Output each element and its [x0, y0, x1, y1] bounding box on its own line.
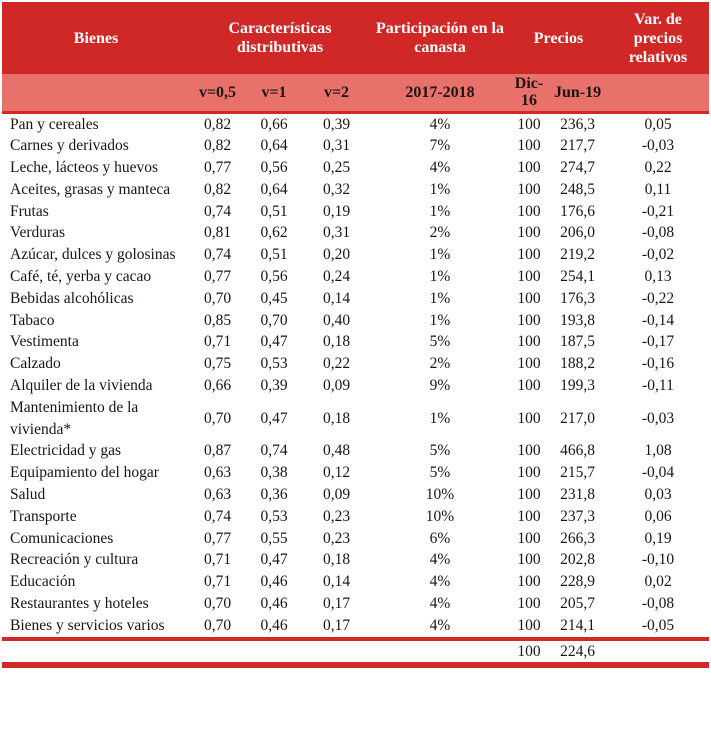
- value-cell: 202,8: [560, 551, 595, 569]
- value-cell: 0,77: [203, 529, 232, 547]
- value-cell: 0,71: [203, 333, 232, 351]
- subheader-dic16: Dic-16: [510, 74, 548, 112]
- bien-name-cell: Salud: [10, 486, 46, 504]
- value-cell: 0,71: [203, 573, 232, 591]
- table-row: [2, 593, 709, 615]
- price-table: [2, 2, 709, 668]
- value-cell: 219,2: [560, 246, 595, 264]
- value-cell: 237,3: [560, 507, 595, 525]
- value-cell: 100: [517, 311, 541, 329]
- subheader-v05: v=0,5: [190, 74, 245, 112]
- table-row: [2, 244, 709, 266]
- value-cell: 5%: [429, 464, 451, 482]
- value-cell: 4%: [429, 595, 451, 613]
- value-cell: 0,66: [203, 377, 232, 395]
- total-empty-bienes: [2, 639, 190, 666]
- value-cell: 0,74: [203, 507, 232, 525]
- value-cell: -0,05: [641, 616, 675, 634]
- value-cell: 100: [517, 224, 541, 242]
- header-caracteristicas-distributivas: Características distributivas: [190, 2, 370, 74]
- bien-name-cell: Pan y cereales: [10, 115, 99, 133]
- value-cell: 0,32: [322, 180, 351, 198]
- bien-name-cell: Electricidad y gas: [10, 442, 122, 460]
- value-cell: 0,82: [203, 115, 232, 133]
- bien-name-cell: Carnes y derivados: [10, 137, 129, 155]
- value-cell: 0,31: [322, 224, 351, 242]
- subheader-empty-left: [2, 74, 190, 112]
- subheader-empty-right: [607, 74, 709, 112]
- value-cell: 0,70: [203, 289, 232, 307]
- value-cell: 100: [517, 486, 541, 504]
- bien-name-cell: Verduras: [10, 224, 66, 242]
- table-row: [2, 222, 709, 244]
- value-cell: 0,87: [203, 442, 232, 460]
- table-row: [2, 135, 709, 157]
- value-cell: -0,21: [641, 202, 675, 220]
- value-cell: -0,16: [641, 355, 675, 373]
- value-cell: 0,22: [322, 355, 351, 373]
- table-row: [2, 353, 709, 375]
- value-cell: 0,74: [203, 246, 232, 264]
- subheader-v1: v=1: [245, 74, 303, 112]
- header-bienes: Bienes: [2, 2, 190, 74]
- value-cell: 100: [517, 377, 541, 395]
- value-cell: 0,64: [260, 180, 288, 198]
- value-cell: 1,08: [644, 442, 672, 460]
- value-cell: 217,7: [560, 137, 595, 155]
- table-row: [2, 179, 709, 201]
- document-page: [2, 2, 709, 668]
- value-cell: 0,36: [260, 486, 288, 504]
- bien-name-cell: Vestimenta: [10, 333, 79, 351]
- value-cell: 0,70: [203, 595, 232, 613]
- table-row: [2, 201, 709, 223]
- total-empty-v1: [245, 639, 303, 666]
- value-cell: 0,74: [260, 442, 288, 460]
- bien-name-cell: Comunicaciones: [10, 529, 114, 547]
- value-cell: 0,64: [260, 137, 288, 155]
- value-cell: 0,39: [322, 115, 351, 133]
- total-empty-v2: [303, 639, 370, 666]
- value-cell: 1%: [429, 311, 451, 329]
- value-cell: 0,03: [644, 486, 672, 504]
- value-cell: 100: [517, 616, 541, 634]
- value-cell: 4%: [429, 616, 451, 634]
- table-row: [2, 549, 709, 571]
- value-cell: 466,8: [560, 442, 595, 460]
- value-cell: 0,63: [203, 486, 232, 504]
- value-cell: 0,56: [260, 268, 288, 286]
- value-cell: 100: [517, 180, 541, 198]
- value-cell: 0,18: [322, 551, 351, 569]
- value-cell: 0,71: [203, 551, 232, 569]
- value-cell: 215,7: [560, 464, 595, 482]
- value-cell: 187,5: [560, 333, 595, 351]
- value-cell: 0,66: [260, 115, 288, 133]
- value-cell: 0,02: [644, 573, 672, 591]
- value-cell: 0,40: [322, 311, 351, 329]
- value-cell: 254,1: [560, 268, 595, 286]
- value-cell: 0,46: [260, 616, 288, 634]
- value-cell: 0,70: [203, 616, 232, 634]
- table-row: [2, 571, 709, 593]
- value-cell: 0,06: [644, 507, 672, 525]
- value-cell: -0,11: [642, 377, 674, 395]
- value-cell: 100: [517, 202, 541, 220]
- value-cell: 5%: [429, 333, 451, 351]
- value-cell: 228,9: [560, 573, 595, 591]
- bien-name-cell: Leche, lácteos y huevos: [10, 159, 159, 177]
- value-cell: 0,12: [322, 464, 351, 482]
- table-row: [2, 331, 709, 353]
- header-precios: Precios: [510, 2, 607, 74]
- value-cell: 231,8: [560, 486, 595, 504]
- value-cell: 0,55: [260, 529, 288, 547]
- value-cell: 1%: [429, 289, 451, 307]
- value-cell: 0,13: [644, 268, 672, 286]
- value-cell: 0,11: [644, 180, 672, 198]
- value-cell: 100: [517, 268, 541, 286]
- value-cell: 0,20: [322, 246, 351, 264]
- table-row: [2, 484, 709, 506]
- value-cell: 0,53: [260, 507, 288, 525]
- value-cell: 0,05: [644, 115, 672, 133]
- value-cell: 0,56: [260, 159, 288, 177]
- value-cell: 100: [517, 333, 541, 351]
- value-cell: 4%: [429, 573, 451, 591]
- value-cell: 10%: [425, 486, 455, 504]
- value-cell: 0,24: [322, 268, 351, 286]
- bien-name-cell: Bienes y servicios varios: [10, 616, 165, 634]
- header-row: [2, 2, 709, 74]
- value-cell: 0,39: [260, 377, 288, 395]
- value-cell: 0,82: [203, 137, 232, 155]
- value-cell: 176,6: [560, 202, 595, 220]
- value-cell: 100: [517, 159, 541, 177]
- value-cell: 4%: [429, 159, 451, 177]
- value-cell: 0,75: [203, 355, 232, 373]
- bien-name-cell: Café, té, yerba y cacao: [10, 268, 152, 286]
- value-cell: -0,02: [641, 246, 675, 264]
- value-cell: 1%: [429, 409, 451, 427]
- bien-name-cell: Frutas: [10, 202, 49, 220]
- value-cell: 248,5: [560, 180, 595, 198]
- value-cell: 0,77: [203, 268, 232, 286]
- value-cell: 0,09: [322, 377, 351, 395]
- header-participacion-canasta: Participación en la canasta: [370, 2, 510, 74]
- value-cell: 0,51: [260, 246, 288, 264]
- value-cell: 0,85: [203, 311, 232, 329]
- value-cell: 0,31: [322, 137, 351, 155]
- value-cell: 266,3: [560, 529, 595, 547]
- value-cell: 0,19: [644, 529, 672, 547]
- total-empty-participacion: [370, 639, 510, 666]
- value-cell: -0,04: [641, 464, 675, 482]
- value-cell: 2%: [429, 355, 451, 373]
- table-header: [2, 2, 709, 112]
- value-cell: 0,23: [322, 529, 351, 547]
- table-row: [2, 157, 709, 179]
- value-cell: 10%: [425, 507, 455, 525]
- value-cell: 100: [517, 442, 541, 460]
- value-cell: 199,3: [560, 377, 595, 395]
- value-cell: 100: [517, 595, 541, 613]
- value-cell: 100: [517, 355, 541, 373]
- value-cell: 0,18: [322, 333, 351, 351]
- value-cell: -0,03: [641, 137, 675, 155]
- value-cell: 0,62: [260, 224, 288, 242]
- value-cell: 9%: [429, 377, 451, 395]
- bien-name-cell: Transporte: [10, 507, 77, 525]
- bien-name-cell: Aceites, grasas y manteca: [10, 180, 171, 198]
- table-row: [2, 397, 709, 441]
- table-footer: [2, 639, 709, 666]
- subheader-jun19: Jun-19: [548, 74, 607, 112]
- value-cell: -0,03: [641, 409, 675, 427]
- header-var-precios-relativos: Var. de precios relativos: [607, 2, 709, 74]
- value-cell: 0,63: [203, 464, 232, 482]
- value-cell: 0,46: [260, 573, 288, 591]
- value-cell: 0,23: [322, 507, 351, 525]
- value-cell: 100: [517, 115, 541, 133]
- value-cell: 100: [517, 551, 541, 569]
- bien-name-cell: Alquiler de la vivienda: [10, 377, 153, 395]
- total-dic16: 100: [510, 639, 548, 666]
- value-cell: 1%: [429, 268, 451, 286]
- table-row: [2, 462, 709, 484]
- bien-name-cell: Bebidas alcohólicas: [10, 289, 134, 307]
- value-cell: 0,19: [322, 202, 351, 220]
- table-row: [2, 375, 709, 397]
- value-cell: 0,18: [322, 409, 351, 427]
- value-cell: 2%: [429, 224, 451, 242]
- value-cell: 100: [517, 529, 541, 547]
- value-cell: 217,0: [560, 409, 595, 427]
- value-cell: 100: [517, 289, 541, 307]
- value-cell: 100: [517, 137, 541, 155]
- value-cell: 0,14: [322, 573, 351, 591]
- value-cell: 0,46: [260, 595, 288, 613]
- value-cell: 100: [517, 507, 541, 525]
- table-row: [2, 310, 709, 332]
- value-cell: -0,14: [641, 311, 675, 329]
- total-jun19: 224,6: [548, 639, 607, 666]
- total-row: [2, 639, 709, 666]
- value-cell: 4%: [429, 115, 451, 133]
- value-cell: 0,25: [322, 159, 351, 177]
- value-cell: 0,17: [322, 595, 351, 613]
- value-cell: 236,3: [560, 115, 595, 133]
- value-cell: 0,17: [322, 616, 351, 634]
- value-cell: 193,8: [560, 311, 595, 329]
- value-cell: 0,48: [322, 442, 351, 460]
- bien-name-cell: Azúcar, dulces y golosinas: [10, 246, 176, 264]
- value-cell: 0,14: [322, 289, 351, 307]
- value-cell: 1%: [429, 180, 451, 198]
- value-cell: 1%: [429, 202, 451, 220]
- bien-name-cell: Calzado: [10, 355, 61, 373]
- value-cell: 7%: [429, 137, 451, 155]
- value-cell: 100: [517, 573, 541, 591]
- value-cell: 0,45: [260, 289, 288, 307]
- value-cell: 100: [517, 464, 541, 482]
- value-cell: 0,74: [203, 202, 232, 220]
- value-cell: 206,0: [560, 224, 595, 242]
- value-cell: 0,77: [203, 159, 232, 177]
- value-cell: -0,10: [641, 551, 675, 569]
- bien-name-cell: Restaurantes y hoteles: [10, 595, 149, 613]
- value-cell: 176,3: [560, 289, 595, 307]
- value-cell: -0,17: [641, 333, 675, 351]
- value-cell: 0,38: [260, 464, 288, 482]
- bien-name-cell: Tabaco: [10, 311, 55, 329]
- value-cell: 0,47: [260, 551, 288, 569]
- value-cell: 4%: [429, 551, 451, 569]
- table-row: [2, 615, 709, 639]
- value-cell: 188,2: [560, 355, 595, 373]
- table-row: [2, 266, 709, 288]
- value-cell: 205,7: [560, 595, 595, 613]
- table-row: [2, 440, 709, 462]
- value-cell: 0,70: [203, 409, 232, 427]
- subheader-row: [2, 74, 709, 112]
- value-cell: 0,22: [644, 159, 672, 177]
- value-cell: 0,47: [260, 409, 288, 427]
- bien-name-cell: Equipamiento del hogar: [10, 464, 159, 482]
- value-cell: 100: [517, 409, 541, 427]
- value-cell: 100: [517, 246, 541, 264]
- total-empty-var: [607, 639, 709, 666]
- value-cell: 0,81: [203, 224, 232, 242]
- value-cell: 0,47: [260, 333, 288, 351]
- table-row: [2, 288, 709, 310]
- table-row: [2, 506, 709, 528]
- value-cell: 1%: [429, 246, 451, 264]
- value-cell: -0,08: [641, 224, 675, 242]
- value-cell: 0,09: [322, 486, 351, 504]
- value-cell: -0,22: [641, 289, 675, 307]
- value-cell: 6%: [429, 529, 451, 547]
- value-cell: -0,08: [641, 595, 675, 613]
- table-body: [2, 112, 709, 639]
- subheader-periodo: 2017-2018: [370, 74, 510, 112]
- value-cell: 0,70: [260, 311, 288, 329]
- total-empty-v05: [190, 639, 245, 666]
- value-cell: 274,7: [560, 159, 595, 177]
- subheader-v2: v=2: [303, 74, 370, 112]
- value-cell: 214,1: [560, 616, 595, 634]
- value-cell: 0,82: [203, 180, 232, 198]
- table-row: [2, 528, 709, 550]
- value-cell: 5%: [429, 442, 451, 460]
- bien-name-cell: Mantenimiento de la vivienda*: [10, 398, 139, 438]
- table-row: [2, 112, 709, 135]
- bien-name-cell: Educación: [10, 573, 76, 591]
- bien-name-cell: Recreación y cultura: [10, 551, 139, 569]
- value-cell: 0,51: [260, 202, 288, 220]
- value-cell: 0,53: [260, 355, 288, 373]
